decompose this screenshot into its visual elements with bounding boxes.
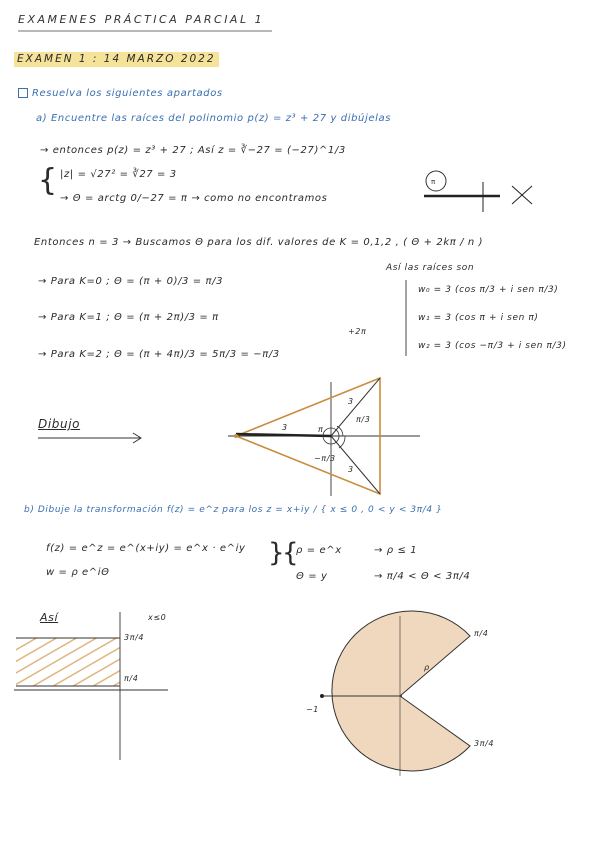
k1-line: → Para K=1 ; Θ = (π + 2π)/3 = π: [38, 312, 219, 323]
step-2a: |z| = √27² = ∛27 = 3: [60, 169, 177, 180]
brace-left: {: [38, 163, 58, 198]
diagram-pi-label: π: [318, 425, 324, 434]
strip-bottom-label: π/4: [124, 674, 139, 683]
svg-text:π: π: [431, 178, 436, 186]
rho-result: → ρ ≤ 1: [374, 545, 418, 556]
step-2b: → Θ = arctg 0/−27 = π → como no encontramos: [60, 193, 328, 204]
part-a-statement: a) Encuentre las raíces del polinomio p(z) = z³ + 27 y dibújelas: [36, 113, 392, 124]
root-w0: w₀ = 3 (cos π/3 + i sen π/3): [418, 285, 559, 295]
diagram-neg-angle-label: −π/3: [314, 454, 336, 463]
theta-eq: Θ = y: [296, 571, 328, 582]
k0-line: → Para K=0 ; Θ = (π + 0)/3 = π/3: [38, 276, 224, 287]
eq-1: f(z) = e^z = e^(x+iy) = e^x · e^iy: [46, 543, 246, 554]
asi-label: Así: [40, 611, 59, 624]
root-w2: w₂ = 3 (cos −π/3 + i sen π/3): [418, 341, 567, 351]
root-w1: w₁ = 3 (cos π + i sen π): [418, 313, 539, 323]
diagram-radius-label-2: 3: [348, 397, 354, 406]
diagram-radius-label: 3: [282, 423, 288, 432]
page-title: EXAMENES PRÁCTICA PARCIAL 1: [18, 13, 265, 26]
step-1: → entonces p(z) = z³ + 27 ; Así z = ∛−27 = (−27)^1/3: [40, 145, 346, 156]
disk-radius-label: ρ: [424, 663, 430, 672]
eq-2: w = ρ e^iΘ: [46, 567, 110, 578]
strip-top-label: 3π/4: [124, 633, 145, 642]
disk-top-label: π/4: [474, 629, 489, 638]
rho-eq: ρ = e^x: [296, 545, 342, 556]
theta-result: → π/4 < Θ < 3π/4: [374, 571, 471, 582]
dibujo-label: Dibujo: [38, 417, 81, 431]
x-le-0-label: x≤0: [148, 613, 167, 622]
section1-heading-text: Resuelva los siguientes apartados: [32, 88, 223, 99]
exam-title: EXAMEN 1 : 14 MARZO 2022: [14, 52, 219, 67]
brace-right: {: [282, 538, 300, 568]
diagram-angle-label: π/3: [356, 415, 371, 424]
part-b-statement: b) Dibuje la transformación f(z) = e^z para los z = x+iy / { x ≤ 0 , 0 < y < 3π/4 }: [24, 505, 443, 515]
disk-bottom-label: 3π/4: [474, 739, 495, 748]
diagram-radius-label-3: 3: [348, 465, 354, 474]
roots-title: Así las raíces son: [386, 263, 475, 273]
k2-note: +2π: [348, 327, 367, 336]
k2-line: → Para K=2 ; Θ = (π + 4π)/3 = 5π/3 = −π/3: [38, 349, 280, 360]
brace-right-left: }: [268, 538, 286, 568]
step-3: Entonces n = 3 → Buscamos Θ para los dif. valores de K = 0,1,2 , ( Θ + 2kπ / n ): [34, 237, 484, 248]
disk-left-label: −1: [306, 705, 319, 714]
